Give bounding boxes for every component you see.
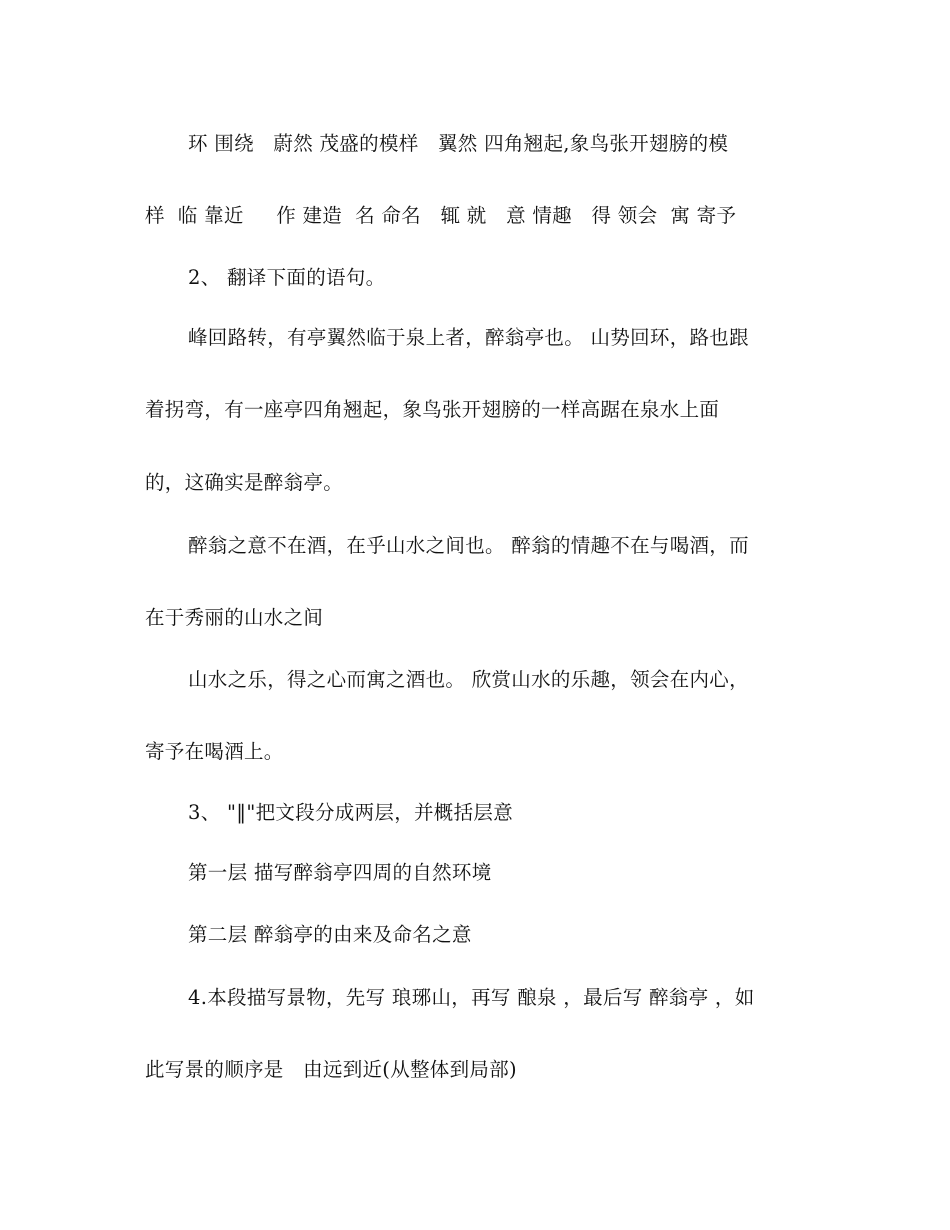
glossary-line-2: 样 临 靠近 作 建造 名 命名 辄 就 意 情趣 得 领会 寓 寄予 (145, 204, 737, 227)
translation-2-line-2: 在于秀丽的山水之间 (145, 606, 324, 629)
translation-3-line-2: 寄予在喝酒上。 (145, 740, 284, 763)
translation-1-line-3: 的，这确实是醉翁亭。 (145, 471, 344, 494)
translation-1-line-1: 峰回路转，有亭翼然临于泉上者，醉翁亭也。 山势回环，路也跟 (188, 326, 749, 349)
question-2-heading: 2、 翻译下面的语句。 (188, 266, 386, 289)
translation-3-line-1: 山水之乐，得之心而寓之酒也。 欣赏山水的乐趣，领会在内心， (188, 668, 749, 691)
question-4-line-2: 此写景的顺序是 由远到近(从整体到局部) (145, 1058, 517, 1081)
glossary-line-1: 环 围绕 蔚然 茂盛的模样 翼然 四角翘起,象鸟张开翅膀的模 (188, 132, 729, 155)
layer-1-summary: 第一层 描写醉翁亭四周的自然环境 (188, 861, 492, 884)
question-4-line-1: 4.本段描写景物，先写 琅琊山，再写 酿泉 ，最后写 醉翁亭 ，如 (188, 986, 755, 1009)
question-3-heading: 3、 "‖"把文段分成两层，并概括层意 (188, 801, 513, 824)
translation-1-line-2: 着拐弯，有一座亭四角翘起，象鸟张开翅膀的一样高踞在泉水上面 (145, 398, 720, 421)
layer-2-summary: 第二层 醉翁亭的由来及命名之意 (188, 923, 472, 946)
translation-2-line-1: 醉翁之意不在酒，在乎山水之间也。 醉翁的情趣不在与喝酒，而 (188, 534, 749, 557)
